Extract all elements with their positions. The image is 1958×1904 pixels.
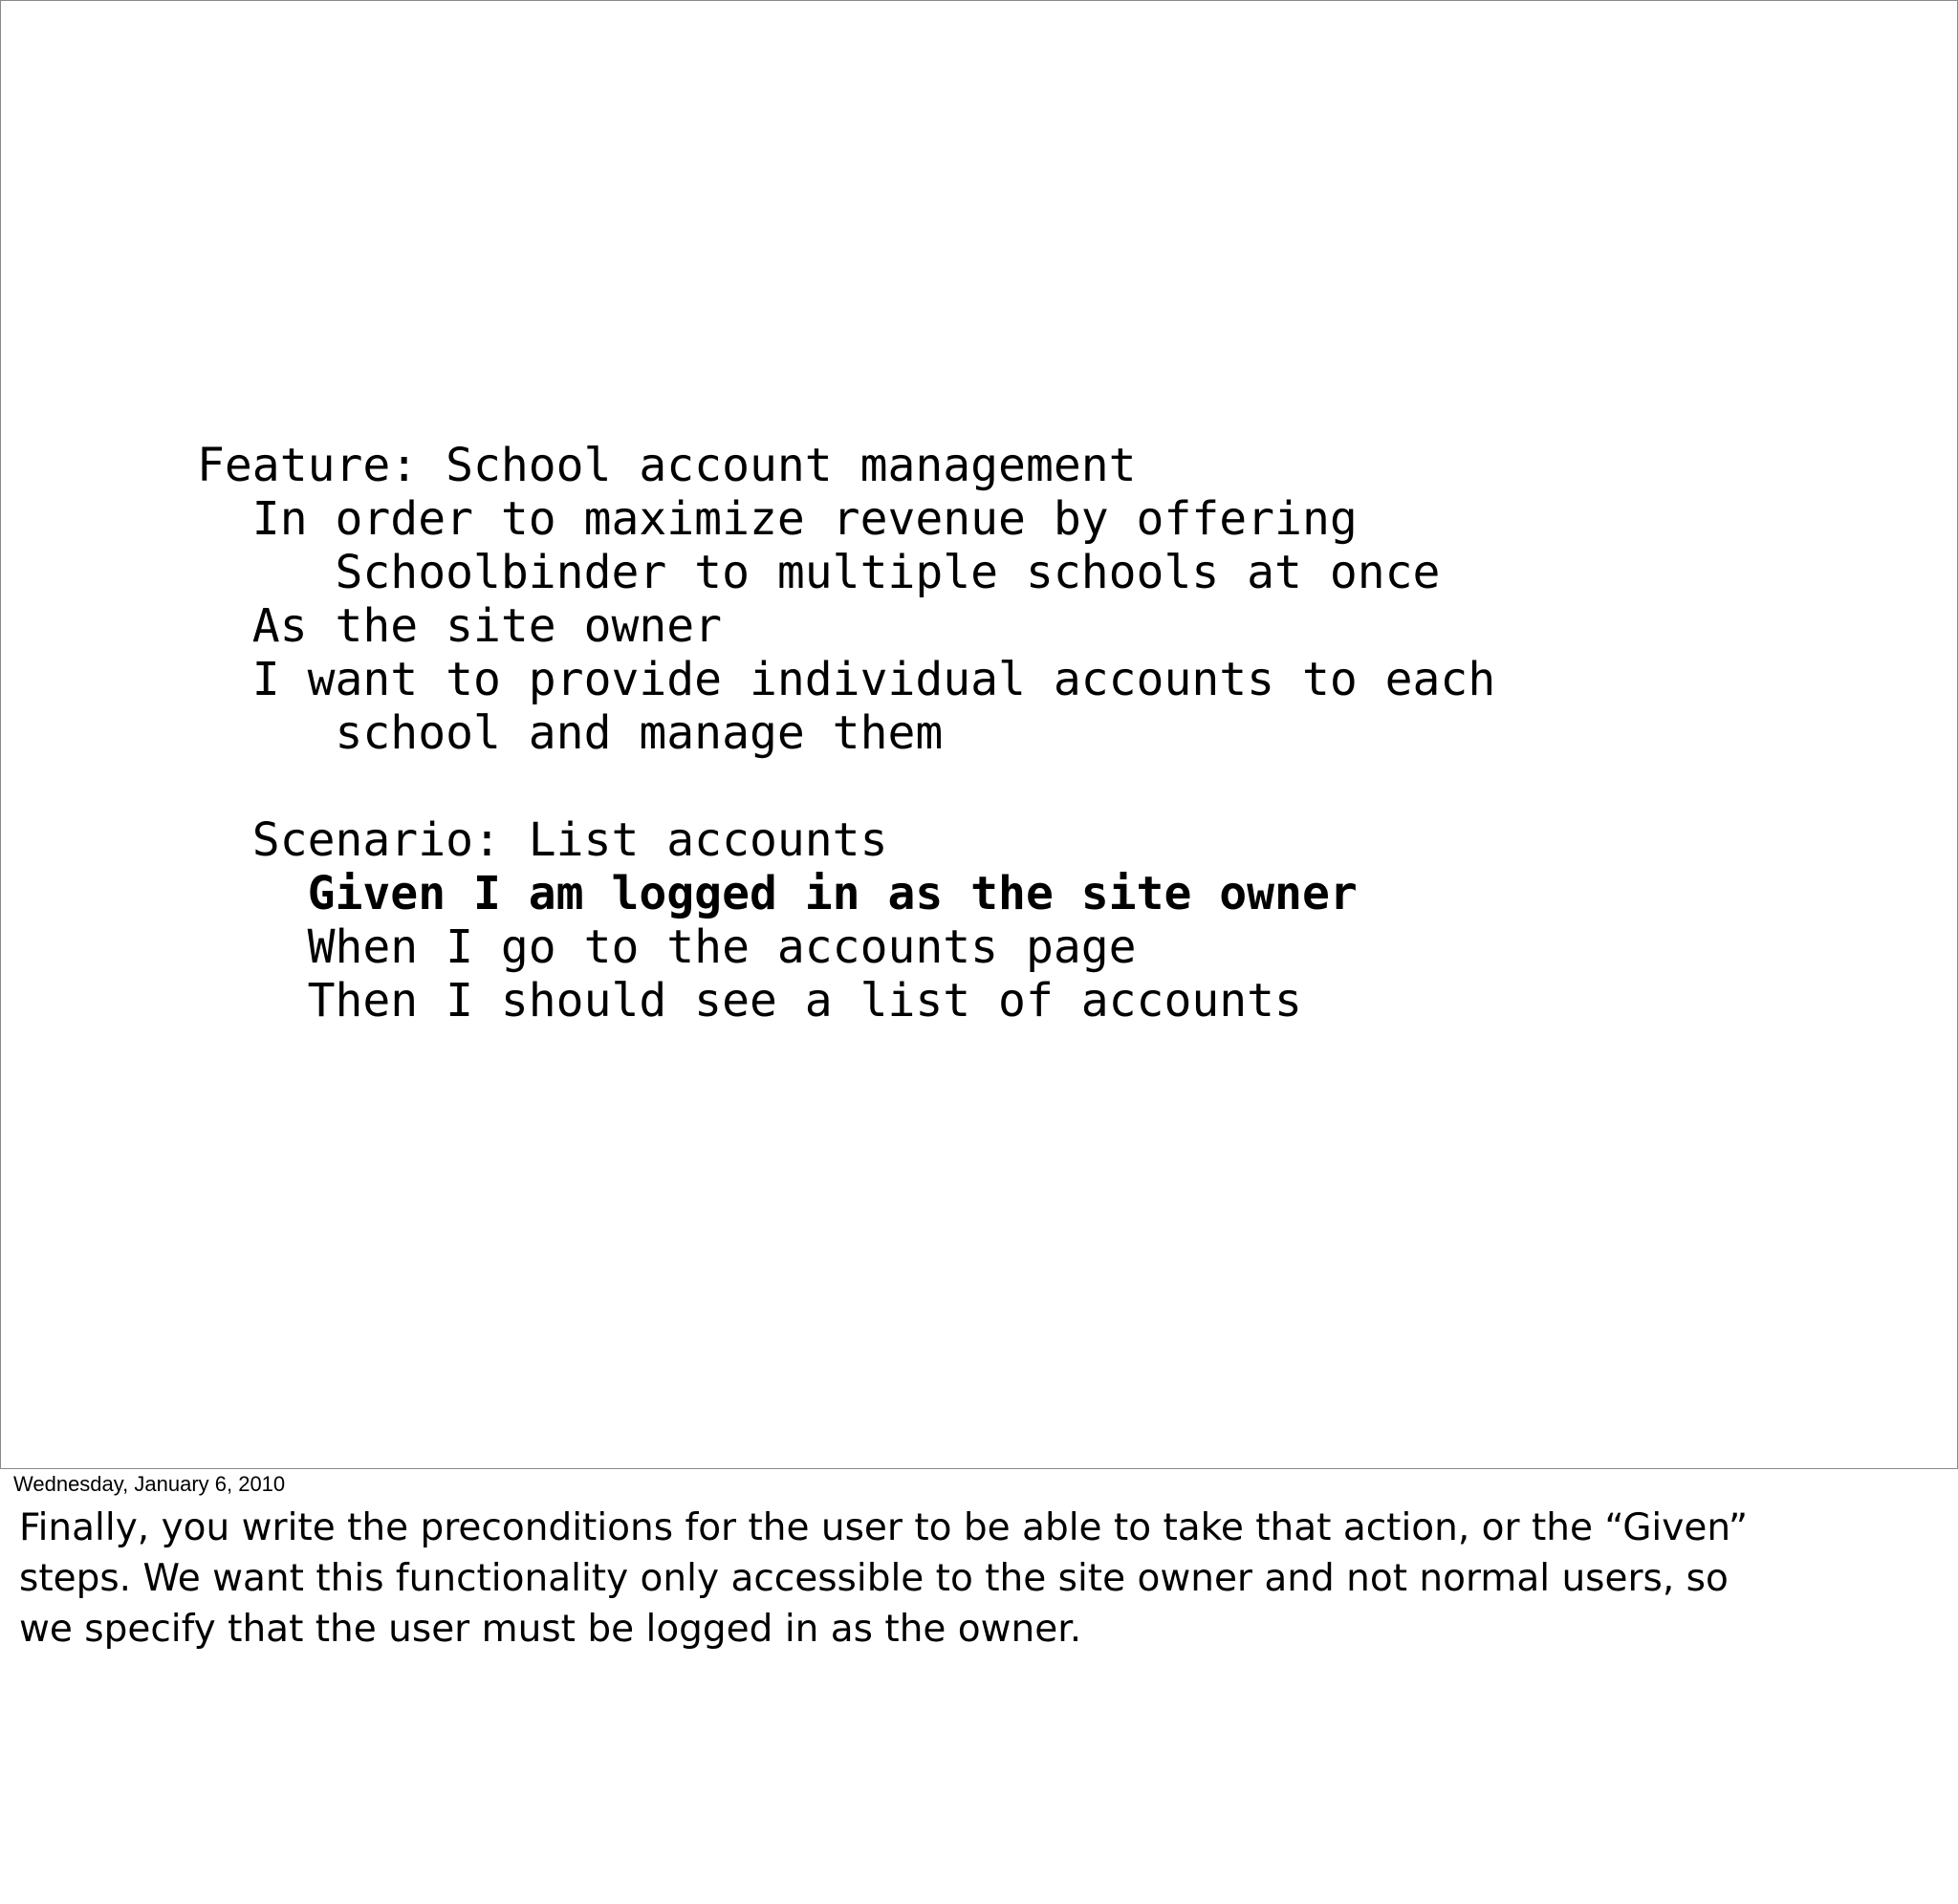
code-line-in-order-to-cont: Schoolbinder to multiple schools at once	[197, 546, 1441, 599]
code-line-feature: Feature: School account management	[197, 439, 1137, 492]
notes-line: we specify that the user must be logged in as the owner.	[19, 1608, 1082, 1651]
feature-code-block	[197, 439, 1495, 1028]
notes-line: steps. We want this functionality only accessible to the site owner and not normal users, so	[19, 1557, 1729, 1600]
notes-line: Finally, you write the preconditions for the user to be able to take that action, or the “Given”	[19, 1506, 1749, 1549]
code-line-when-step: When I go to the accounts page	[197, 920, 1137, 974]
code-line-scenario: Scenario: List accounts	[197, 813, 888, 867]
speaker-notes	[19, 1503, 1941, 1655]
code-line-i-want: I want to provide individual accounts to each	[197, 653, 1496, 706]
code-line-then-step: Then I should see a list of accounts	[197, 974, 1302, 1028]
code-line-i-want-cont: school and manage them	[197, 706, 944, 760]
code-line-in-order-to: In order to maximize revenue by offering	[197, 492, 1358, 546]
code-line-given-step: Given I am logged in as the site owner	[197, 867, 1358, 920]
slide-date: Wednesday, January 6, 2010	[13, 1472, 286, 1496]
code-line-blank	[197, 760, 1495, 813]
code-line-as-a: As the site owner	[197, 599, 723, 653]
